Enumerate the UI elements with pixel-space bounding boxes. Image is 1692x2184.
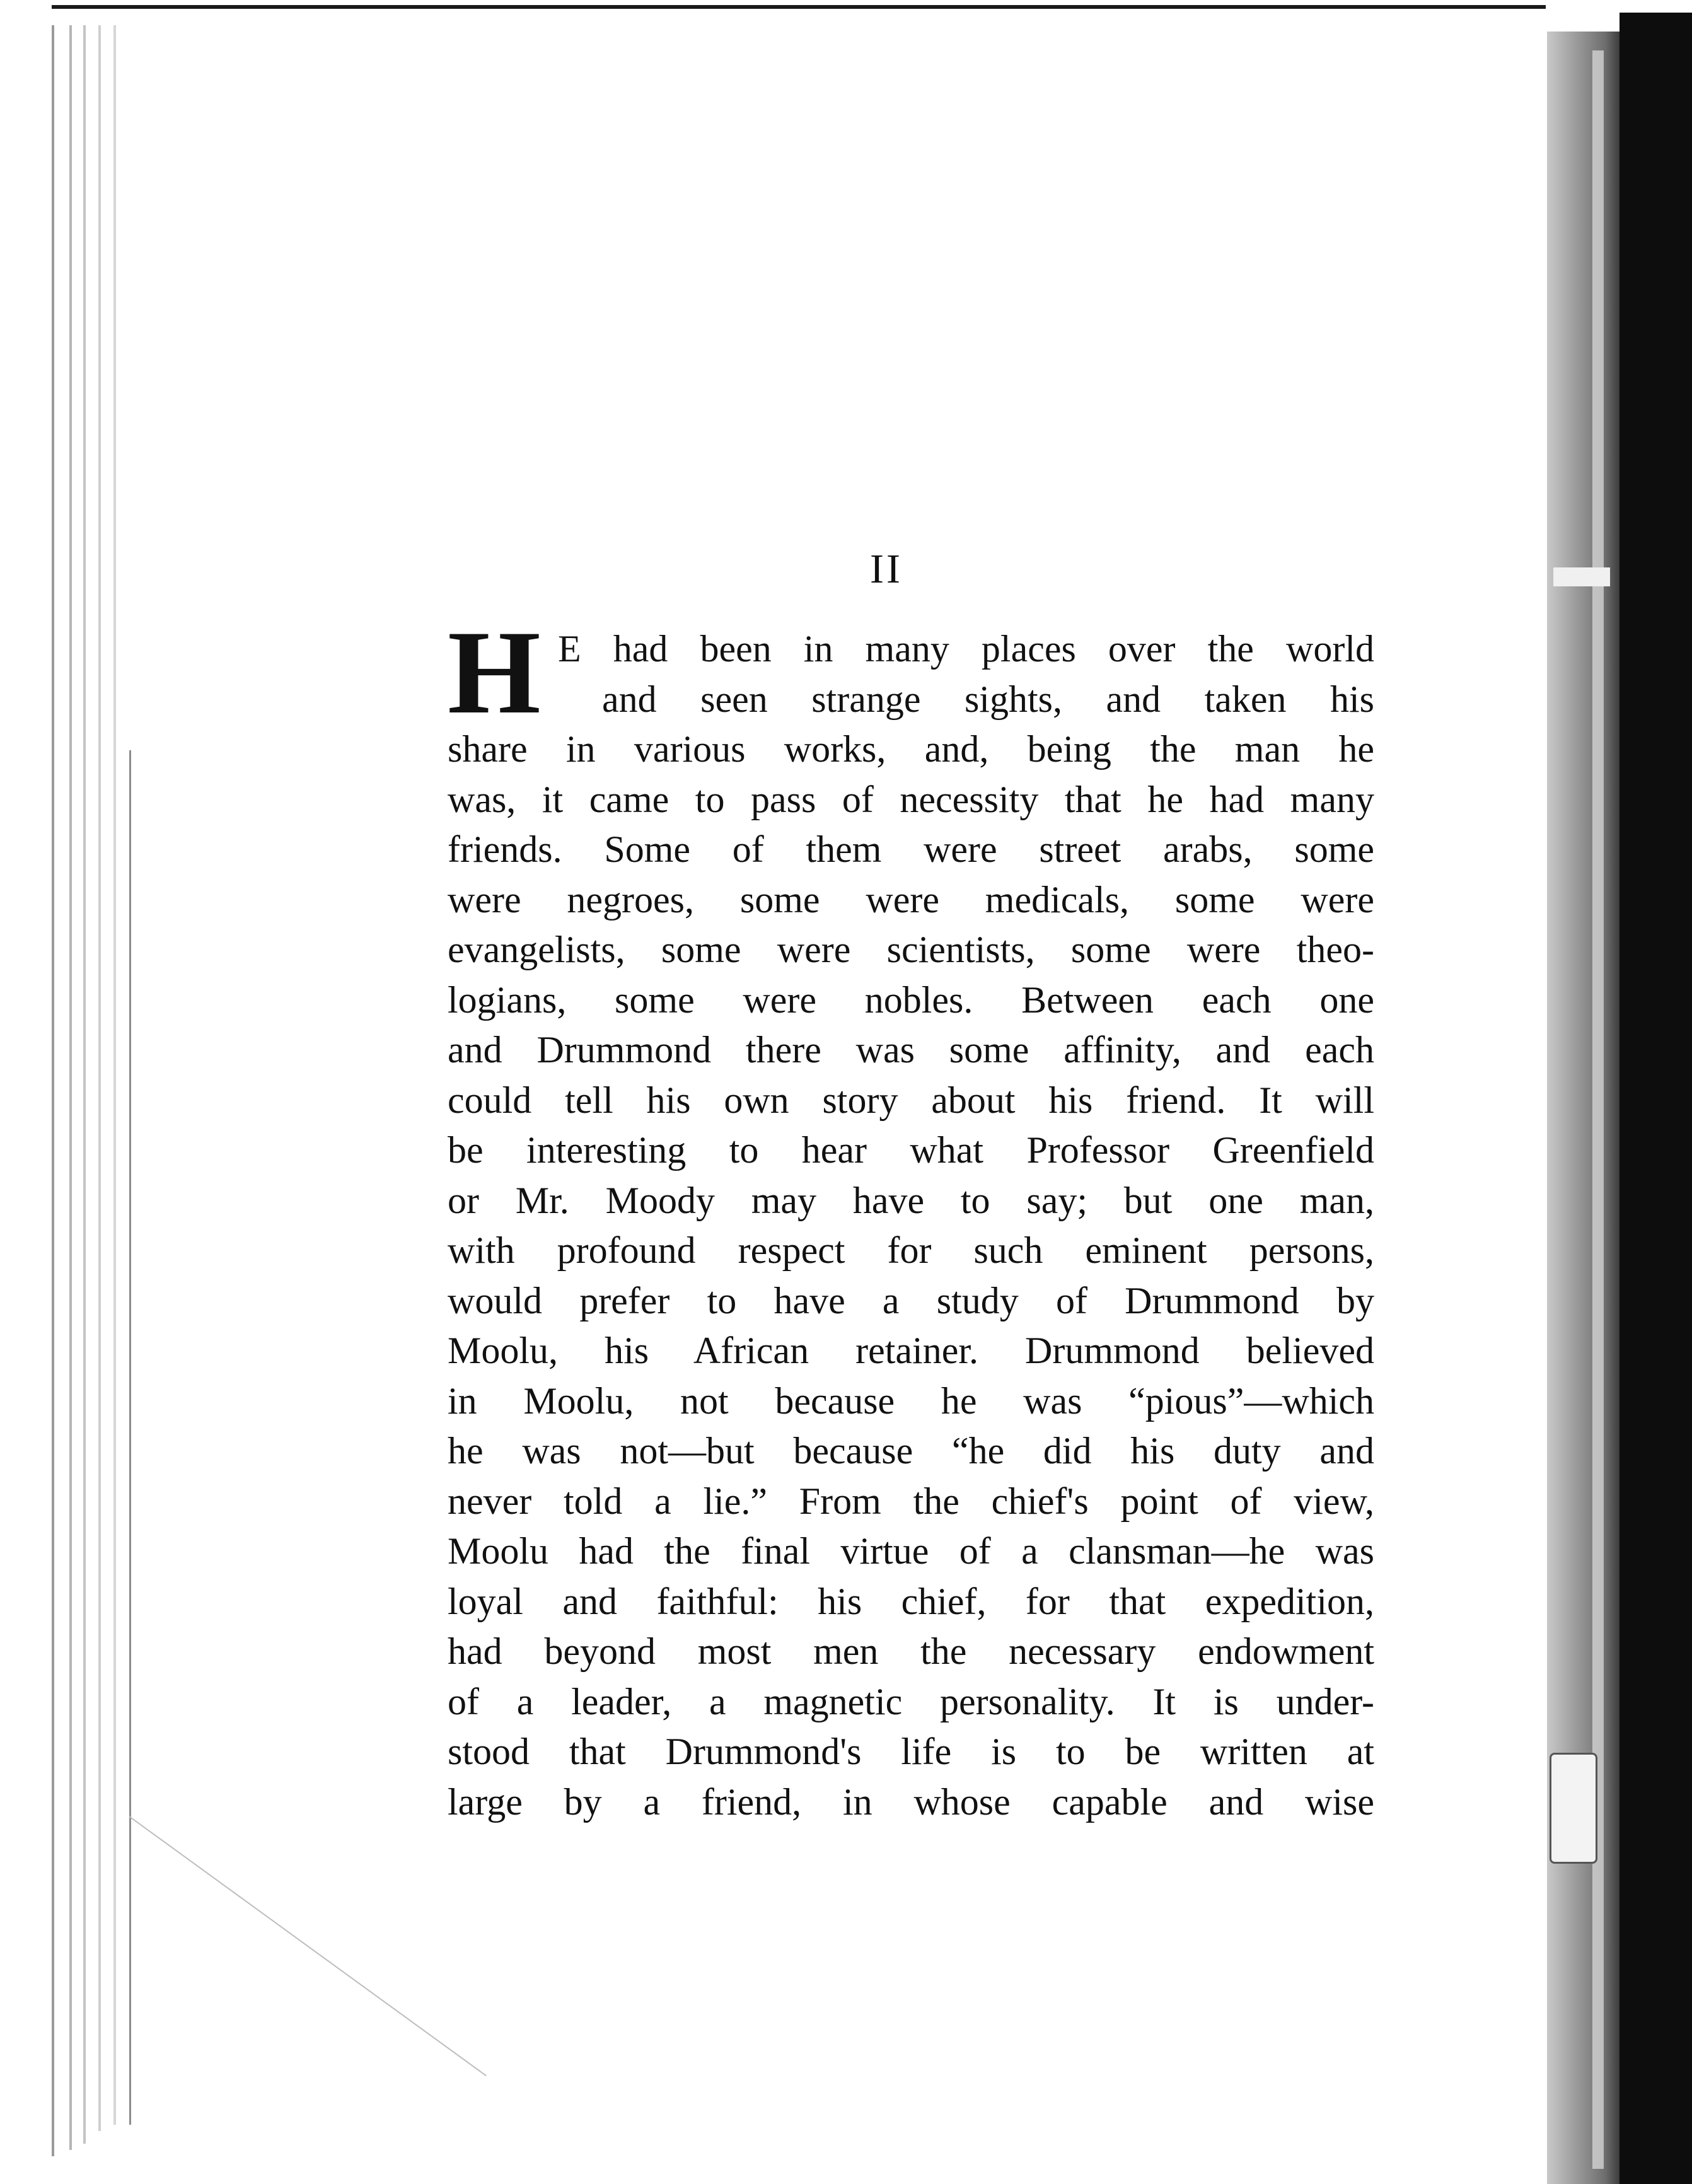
- page-edge-line: [98, 25, 101, 2131]
- book-binding: [1547, 13, 1692, 2184]
- text-line: or Mr. Moody may have to say; but one man,: [448, 1179, 1374, 1221]
- text-line: be interesting to hear what Professor Greenfield: [448, 1129, 1374, 1171]
- text-line: loyal and faithful: his chief, for that expedition,: [448, 1580, 1374, 1622]
- chapter-number: II: [870, 546, 903, 592]
- binding-tab: [1553, 567, 1610, 586]
- page-edge-line: [69, 25, 72, 2150]
- text-line: would prefer to have a study of Drummond by: [448, 1279, 1374, 1321]
- page-edge-line: [83, 25, 86, 2144]
- text-line: of a leader, a magnetic personality. It is under-: [448, 1680, 1374, 1722]
- page-edge-line: [52, 25, 54, 2156]
- text-line: logians, some were nobles. Between each one: [448, 979, 1374, 1021]
- text-line: and seen strange sights, and taken his: [602, 678, 1374, 720]
- binding-cover: [1620, 13, 1692, 2184]
- text-line: could tell his own story about his friend. It will: [448, 1079, 1374, 1121]
- text-line: was, it came to pass of necessity that he had many: [448, 778, 1374, 820]
- body-text: [448, 607, 1374, 1827]
- text-line: large by a friend, in whose capable and wise: [448, 1780, 1374, 1823]
- text-line: evangelists, some were scientists, some were theo-: [448, 929, 1374, 970]
- page-stack-edges: [0, 0, 164, 2184]
- text-line: he was not—but because “he did his duty and: [448, 1430, 1374, 1472]
- text-line: never told a lie.” From the chief's point of view,: [448, 1480, 1374, 1522]
- page-fold-edge: [129, 750, 131, 2125]
- text-line: E had been in many places over the world: [558, 628, 1374, 670]
- text-line: Moolu had the final virtue of a clansman—he was: [448, 1530, 1374, 1572]
- binding-clip: [1550, 1753, 1597, 1864]
- text-line: share in various works, and, being the man he: [448, 728, 1374, 770]
- page-edge-line: [113, 25, 116, 2125]
- text-line: had beyond most men the necessary endowment: [448, 1630, 1374, 1672]
- text-line: stood that Drummond's life is to be written at: [448, 1731, 1374, 1772]
- drop-cap: H: [448, 607, 541, 739]
- page-top-border: [52, 5, 1546, 9]
- text-line: were negroes, some were medicals, some were: [448, 878, 1374, 921]
- text-line: with profound respect for such eminent persons,: [448, 1229, 1374, 1271]
- text-line: Moolu, his African retainer. Drummond believed: [448, 1330, 1374, 1371]
- text-line: in Moolu, not because he was “pious”—which: [448, 1380, 1374, 1422]
- text-line: and Drummond there was some affinity, and each: [448, 1029, 1374, 1071]
- text-line: friends. Some of them were street arabs, some: [448, 828, 1374, 870]
- page-fold-crease: [129, 1816, 486, 2076]
